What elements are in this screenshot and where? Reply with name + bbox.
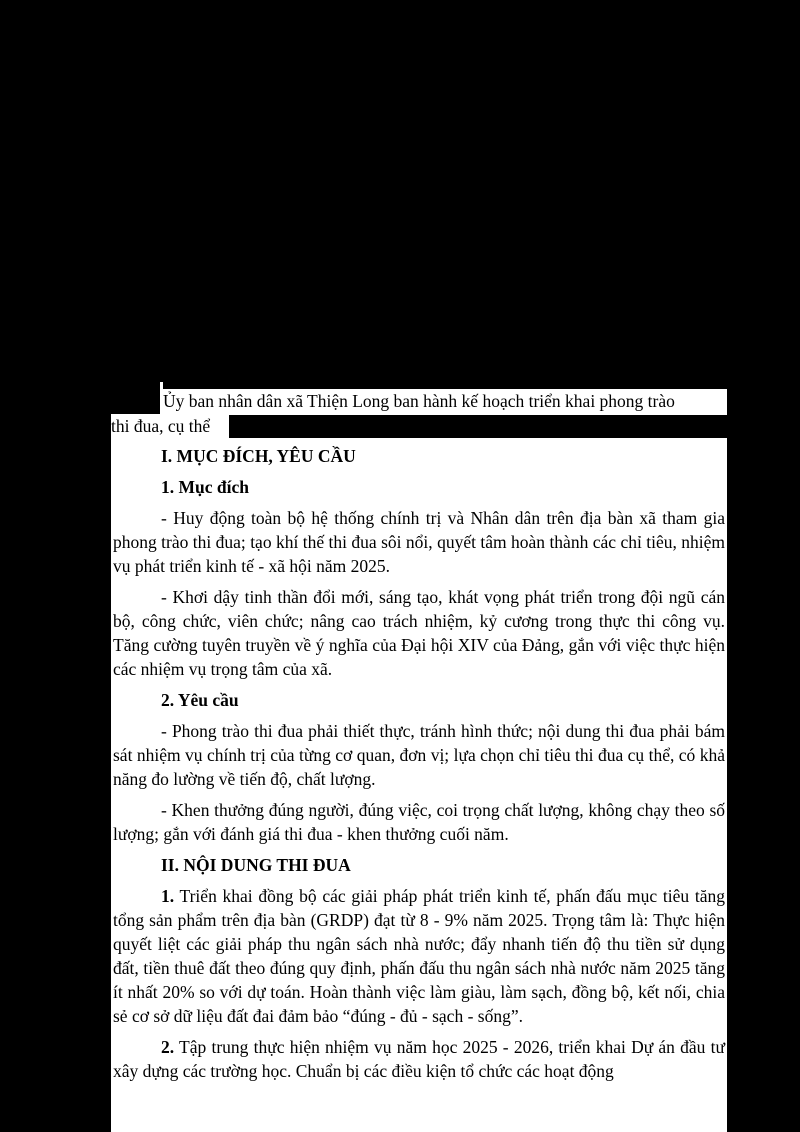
paragraph-requirements-1: - Phong trào thi đua phải thiết thực, tránh hình thức; nội dung thi đua phải bám sát nhiệm vụ chính trị của từng cơ quan, đơn vị; lựa chọn chỉ tiêu thi đua cụ thể, có khả năng đo lường về tiến độ, chất lượng.: [113, 721, 725, 789]
section-title-purpose-requirements: I. MỤC ĐÍCH, YÊU CẦU: [161, 446, 356, 466]
document-body: [113, 438, 725, 1090]
paragraph-content-1-number: 1.: [161, 886, 175, 906]
section-title-competition-content: II. NỘI DUNG THI ĐUA: [161, 855, 351, 875]
paragraph-requirements-2: - Khen thưởng đúng người, đúng việc, coi trọng chất lượng, không chạy theo số lượng; gắn với đánh giá thi đua - khen thưởng cuối năm.: [113, 800, 725, 844]
paragraph-content-2-text: Tập trung thực hiện nhiệm vụ năm học 2025 - 2026, triển khai Dự án đầu tư xây dựng các trường học. Chuẩn bị các điều kiện tổ chức các hoạt động: [113, 1037, 725, 1081]
intro-line-1: Ủy ban nhân dân xã Thiện Long ban hành kế hoạch triển khai phong trào: [163, 389, 727, 415]
intro-line-2: thi đua, cụ thể: [111, 414, 229, 439]
paragraph-content-2-number: 2.: [161, 1037, 175, 1057]
paragraph-content-1: [113, 884, 725, 1028]
subsection-title-requirements: 2. Yêu cầu: [161, 690, 239, 710]
document-page: [111, 438, 727, 1132]
subsection-title-purpose: 1. Mục đích: [161, 477, 249, 497]
paragraph-content-2: [113, 1035, 725, 1083]
paragraph-content-1-text: Triển khai đồng bộ các giải pháp phát triển kinh tế, phấn đấu mục tiêu tăng tổng sản phẩm trên địa bàn (GRDP) đạt từ 8 - 9% năm 2025. Trọng tâm là: Thực hiện quyết liệt các giải pháp thu ngân sách nhà nước; đẩy nhanh tiến độ thu tiền sử dụng đất, tiền thuê đất theo đúng quy định, phấn đấu thu ngân sách nhà nước năm 2025 tăng ít nhất 20% so với dự toán. Hoàn thành việc làm giàu, làm sạch, đồng bộ, kết nối, chia sẻ cơ sở dữ liệu đất đai đảm bảo “đúng - đủ - sạch - sống”.: [113, 886, 725, 1026]
paragraph-purpose-2: - Khơi dậy tinh thần đổi mới, sáng tạo, khát vọng phát triển trong đội ngũ cán bộ, công chức, viên chức; nâng cao trách nhiệm, kỷ cương trong thực thi công vụ. Tăng cường tuyên truyền về ý nghĩa của Đại hội XIV của Đảng, gắn với việc thực hiện các nhiệm vụ trọng tâm của xã.: [113, 587, 725, 679]
paragraph-purpose-1: - Huy động toàn bộ hệ thống chính trị và Nhân dân trên địa bàn xã tham gia phong trào thi đua; tạo khí thế thi đua sôi nổi, quyết tâm hoàn thành các chỉ tiêu, nhiệm vụ phát triển kinh tế - xã hội năm 2025.: [113, 508, 725, 576]
